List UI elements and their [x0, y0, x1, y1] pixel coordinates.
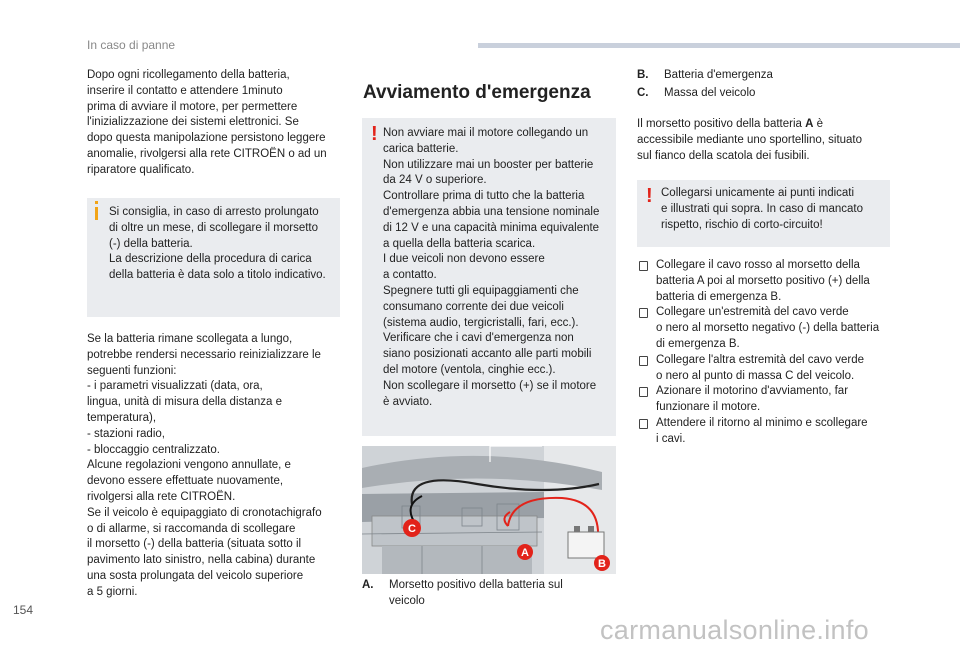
access-note-post: è accessibile mediante uno sportellino, situato sul fianco della scatola dei fusibili.: [637, 118, 863, 162]
list-item: [637, 353, 895, 385]
list-item: [637, 258, 895, 305]
caption-c: [637, 86, 895, 102]
short-circuit-warning-box: [637, 180, 890, 247]
figure-label-a: A: [521, 547, 529, 559]
list-item: [637, 416, 895, 448]
access-note-pre: Il morsetto positivo della batteria: [637, 118, 806, 130]
section-title: Avviamento d'emergenza: [363, 82, 591, 103]
warning-icon: !: [371, 123, 378, 145]
watermark: carmanualsonline.info: [600, 615, 869, 645]
short-circuit-warning-text: Collegarsi unicamente ai punti indicati e illustrati qui sopra. In caso di mancato rispetto, rischio di corto-circuito!: [661, 187, 863, 231]
warning-box: [362, 118, 616, 436]
caption-c-text: Massa del veicolo: [664, 87, 756, 99]
header-section-title: In caso di panne: [87, 38, 176, 52]
caption-c-key: C.: [637, 87, 649, 99]
body-text: Se la batteria rimane scollegata a lungo, potrebbe rendersi necessario reinizializzare le seguenti funzioni: - i parametri visualizzati (data, ora, lingua, unità di misura della distanza e temperatura), - stazioni radio, - bloccaggio centralizzato. Alcune regolazioni vengono annullate, e devono essere effettuate nuovamente, rivolgersi alla rete CITROËN. Se il veicolo è equipaggiato di cronotachigrafo o di allarme, si raccomanda di scollegare il morsetto (-) della batteria (situata sotto il pavimento lato sinistro, nella cabina) durante una sosta prolungata del veicolo superiore a 5 giorni.: [87, 333, 322, 598]
jump-start-illustration: [362, 446, 616, 574]
checkbox-icon: [639, 419, 648, 429]
caption-a-text: Morsetto positivo della batteria sul veicolo: [389, 579, 563, 607]
checkbox-icon: [639, 356, 648, 366]
step-text: Azionare il motorino d'avviamento, far funzionare il motore.: [656, 385, 849, 414]
caption-b: [637, 68, 895, 84]
header-bar: [478, 43, 960, 48]
intro-paragraph: [87, 68, 347, 179]
step-text: Collegare il cavo rosso al morsetto della batteria A poi al morsetto positivo (+) della batteria di emergenza B.: [656, 259, 870, 303]
access-note-key: A: [805, 118, 814, 130]
engine-bay-drawing: [362, 446, 616, 574]
caption-a-key: A.: [362, 579, 374, 591]
checkbox-icon: [639, 387, 648, 397]
info-text: Si consiglia, in caso di arresto prolungato di oltre un mese, di scollegare il morsetto (-) della batteria. La descrizione della procedura di carica della batteria è data solo a titolo indicativo.: [109, 206, 326, 282]
checkbox-icon: [639, 261, 648, 271]
figure-label-c: C: [408, 523, 416, 535]
step-text: Attendere il ritorno al minimo e scollegare i cavi.: [656, 416, 868, 445]
body-paragraph: [87, 332, 352, 601]
step-text: Collegare un'estremità del cavo verde o nero al morsetto negativo (-) della batteria di emergenza B.: [656, 306, 880, 350]
access-note: [637, 117, 897, 164]
caption-a: [362, 578, 616, 610]
procedure-steps: [637, 258, 895, 448]
warning-icon: !: [646, 185, 653, 207]
info-box: [87, 198, 340, 317]
page-number: 154: [13, 603, 34, 617]
intro-text: Dopo ogni ricollegamento della batteria, inserire il contatto e attendere 1minuto prima di avviare il motore, per permettere l'inizializzazione dei sistemi elettronici. Se dopo questa manipolazione persistono leggere anomalie, rivolgersi alla rete CITROËN o ad un riparatore qualificato.: [87, 69, 327, 176]
caption-b-text: Batteria d'emergenza: [664, 69, 773, 81]
list-item: [637, 384, 895, 416]
figure-label-b: B: [598, 558, 606, 570]
step-text: Collegare l'altra estremità del cavo verde o nero al punto di massa C del veicolo.: [656, 353, 865, 382]
caption-b-key: B.: [637, 69, 649, 81]
checkbox-icon: [639, 308, 648, 318]
warning-text: Non avviare mai il motore collegando un carica batterie. Non utilizzare mai un booster per batterie da 24 V o superiore. Controllare prima di tutto che la batteria d'emergenza abbia una tensione nominale di 12 V e una capacità minima equivalente a quella della batteria scarica. I due veicoli non devono essere a contatto. Spegnere tutti gli equipaggiamenti che consumano corrente dei due veicoli (sistema audio, tergicristalli, fari, ecc.). Verificare che i cavi d'emergenza non siano posizionati accanto alle parti mobili del motore (ventola, cinghie ecc.). Non scollegare il morsetto (+) se il motore è avviato.: [383, 127, 600, 408]
list-item: [637, 305, 895, 352]
